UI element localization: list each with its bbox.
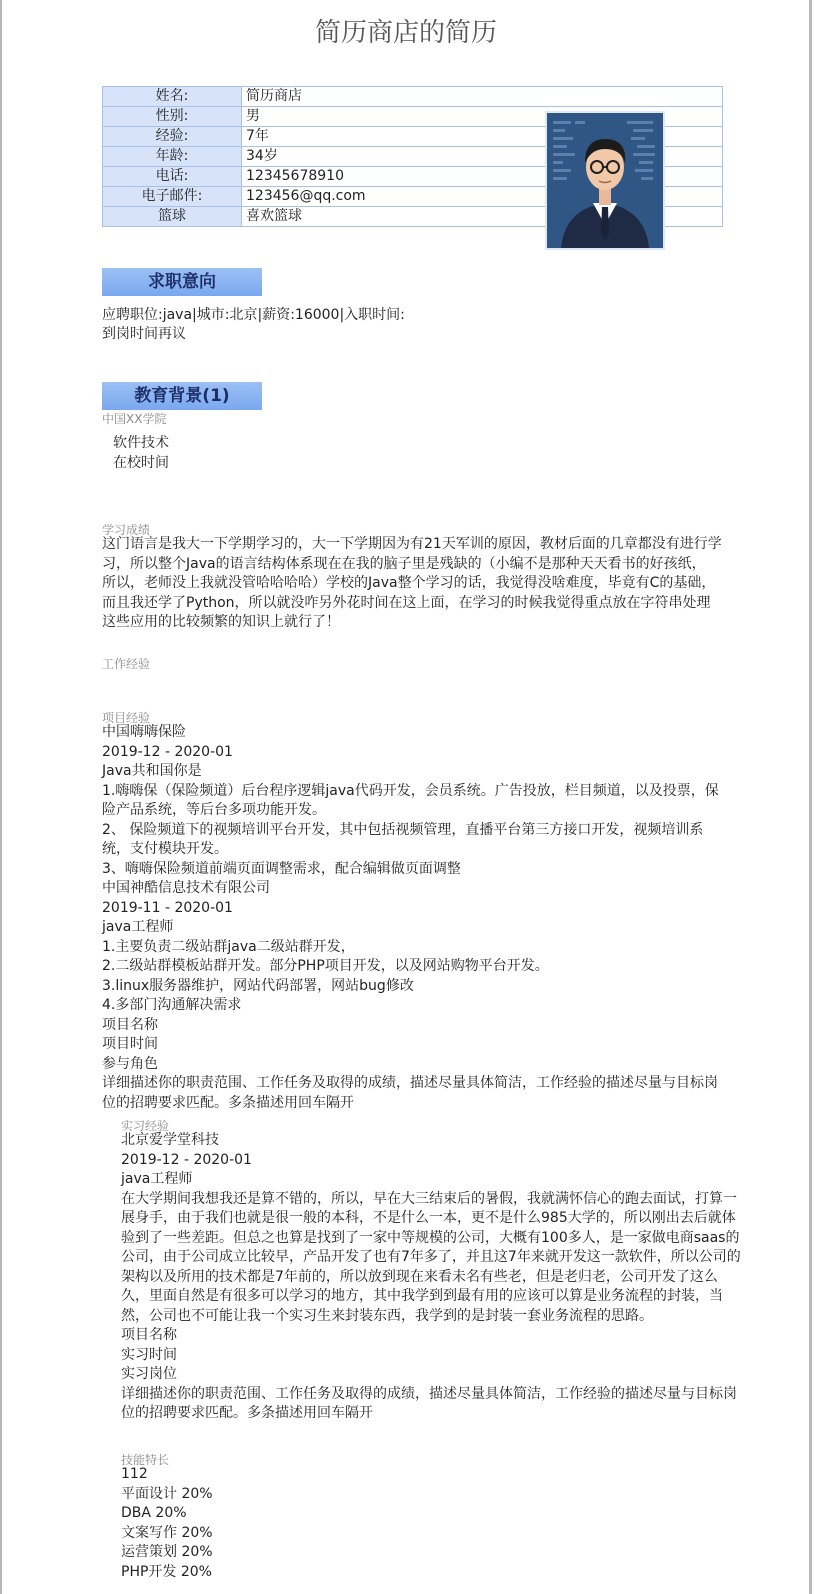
intent-line-1: 应聘职位:java|城市:北京|薪资:16000|入职时间:: [102, 307, 405, 323]
internship-line: 实习时间: [121, 1346, 177, 1363]
education-period: 在校时间: [113, 455, 169, 471]
internship-line: 北京爱学堂科技: [121, 1132, 219, 1148]
internship-line: 公司，由于公司成立比较早，产品开发了也有7年多了，并且这7年来就开发这一款软件，所以公司的: [121, 1249, 741, 1265]
study-text: [102, 535, 724, 633]
project-line: 详细描述你的职责范围、工作任务及取得的成绩，描述尽量具体简洁，工作经验的描述尽量与目标岗: [102, 1075, 718, 1091]
project-line: 项目名称: [102, 1016, 158, 1033]
page-border-right: [809, 0, 812, 1594]
table-row: [103, 87, 723, 107]
project-line: java工程师: [102, 919, 174, 935]
internship-text: [121, 1131, 741, 1424]
info-value: 34岁: [242, 147, 723, 167]
internship-line: 2019-12 - 2020-01: [121, 1151, 252, 1168]
info-value: 男: [242, 107, 723, 127]
section-heading-intent: 求职意向: [102, 268, 262, 296]
internship-line: 展身手，由于我们也就是很一般的本科，不是什么一本，更不是什么985大学的，所以刚出去后就体: [121, 1210, 736, 1226]
study-line: 习，所以整个Java的语言结构体系现在在我的脑子里是残缺的（小编不是那种天天看书的好孩纸，: [102, 555, 706, 572]
education-school: 中国XX学院: [102, 412, 167, 426]
study-line: 所以，老师没上我就没管哈哈哈哈）学校的Java整个学习的话，我觉得没啥难度，毕竟有C的基础，: [102, 575, 716, 591]
projects-label: 项目经验: [102, 711, 151, 725]
project-line: 中国神酷信息技术有限公司: [102, 880, 270, 896]
info-key: 篮球: [103, 207, 242, 227]
project-line: 中国嗨嗨保险: [102, 724, 186, 740]
info-value: 简历商店: [242, 87, 723, 107]
skill-line: 文案写作 20%: [121, 1524, 213, 1541]
project-line: 2019-12 - 2020-01: [102, 743, 233, 760]
internship-line: 实习岗位: [121, 1366, 177, 1382]
project-line: 统，支付模块开发。: [102, 841, 228, 857]
internship-line: 验到了一些差距。但总之也算是找到了一家中等规模的公司，大概有100多人，是一家做电商saas的: [121, 1229, 740, 1246]
project-line: 项目时间: [102, 1036, 158, 1052]
education-major: 软件技术: [113, 435, 169, 451]
page-title: 简历商店的简历: [314, 18, 497, 48]
internship-line: 详细描述你的职责范围、工作任务及取得的成绩，描述尽量具体简洁，工作经验的描述尽量与目标岗: [121, 1385, 737, 1402]
skills-label: 技能特长: [121, 1453, 170, 1467]
internship-line: 位的招聘要求匹配。多条描述用回车隔开: [121, 1405, 373, 1421]
info-key: 经验:: [103, 127, 242, 147]
work-label: 工作经验: [102, 657, 151, 671]
study-line: 而且我还学了Python，所以就没咋另外花时间在这上面，在学习的时候我觉得重点放在字符串处理: [102, 594, 711, 611]
info-key: 电子邮件:: [103, 187, 242, 207]
project-line: 2、 保险频道下的视频培训平台开发，其中包括视频管理，直播平台第三方接口开发，视频培训系: [102, 821, 704, 838]
internship-line: 然，公司也不可能让我一个实习生来封装东西，我学到的是封装一套业务流程的思路。: [121, 1307, 653, 1324]
internship-line: 在大学期间我想我还是算不错的，所以，早在大三结束后的暑假，我就满怀信心的跑去面试，打算一: [121, 1190, 737, 1207]
project-line: Java共和国你是: [102, 763, 202, 779]
info-key: 年龄:: [103, 147, 242, 167]
skill-line: 112: [121, 1466, 148, 1482]
info-value: 123456@qq.com: [242, 187, 723, 207]
project-line: 2019-11 - 2020-01: [102, 899, 233, 916]
skill-line: 平面设计 20%: [121, 1485, 213, 1502]
info-value: 12345678910: [242, 167, 723, 187]
section-heading-education: 教育背景(1): [102, 382, 262, 410]
skill-line: 运营策划 20%: [121, 1544, 213, 1560]
internship-line: 项目名称: [121, 1327, 177, 1343]
project-line: 1.主要负责二级站群java二级站群开发，: [102, 938, 355, 955]
info-value: 喜欢篮球: [242, 207, 723, 227]
project-line: 3.linux服务器维护，网站代码部署，网站bug修改: [102, 977, 414, 994]
project-line: 2.二级站群模板站群开发。部分PHP项目开发，以及网站购物平台开发。: [102, 958, 549, 974]
study-line: 这门语言是我大一下学期学习的，大一下学期因为有21天军训的原因，教材后面的几章都没有进行学: [102, 536, 722, 552]
internship-label: 实习经验: [121, 1119, 170, 1133]
internship-line: java工程师: [121, 1171, 193, 1187]
study-line: 这些应用的比较频繁的知识上就行了！: [102, 614, 340, 630]
intent-line-2: 到岗时间再议: [102, 326, 186, 342]
project-line: 1.嗨嗨保（保险频道）后台程序逻辑java代码开发，会员系统。广告投放，栏目频道，以及投票，保: [102, 782, 719, 799]
skill-line: PHP开发 20%: [121, 1563, 212, 1580]
internship-line: 久，里面自然是有很多可以学习的地方，其中我学到到最有用的应该可以算是业务流程的封装，当: [121, 1288, 723, 1304]
study-label: 学习成绩: [102, 523, 151, 537]
info-key: 电话:: [103, 167, 242, 187]
project-line: 险产品系统，等后台多项功能开发。: [102, 802, 326, 818]
project-line: 位的招聘要求匹配。多条描述用回车隔开: [102, 1094, 354, 1111]
skills-text: [121, 1465, 721, 1582]
skill-line: DBA 20%: [121, 1505, 187, 1521]
info-key: 姓名:: [103, 87, 242, 107]
avatar-illustration: [547, 113, 663, 248]
project-line: 4.多部门沟通解决需求: [102, 997, 242, 1013]
internship-line: 架构以及所用的技术都是7年前的，所以放到现在来看未名有些老，但是老归老，公司开发了这么: [121, 1268, 718, 1285]
info-value: 7年: [242, 127, 723, 147]
info-key: 性别:: [103, 107, 242, 127]
page-border-left: [0, 0, 2, 1594]
projects-text: [102, 723, 724, 1113]
project-line: 参与角色: [102, 1055, 158, 1072]
project-line: 3、嗨嗨保险频道前端页面调整需求，配合编辑做页面调整: [102, 860, 461, 877]
profile-photo: [545, 111, 665, 250]
